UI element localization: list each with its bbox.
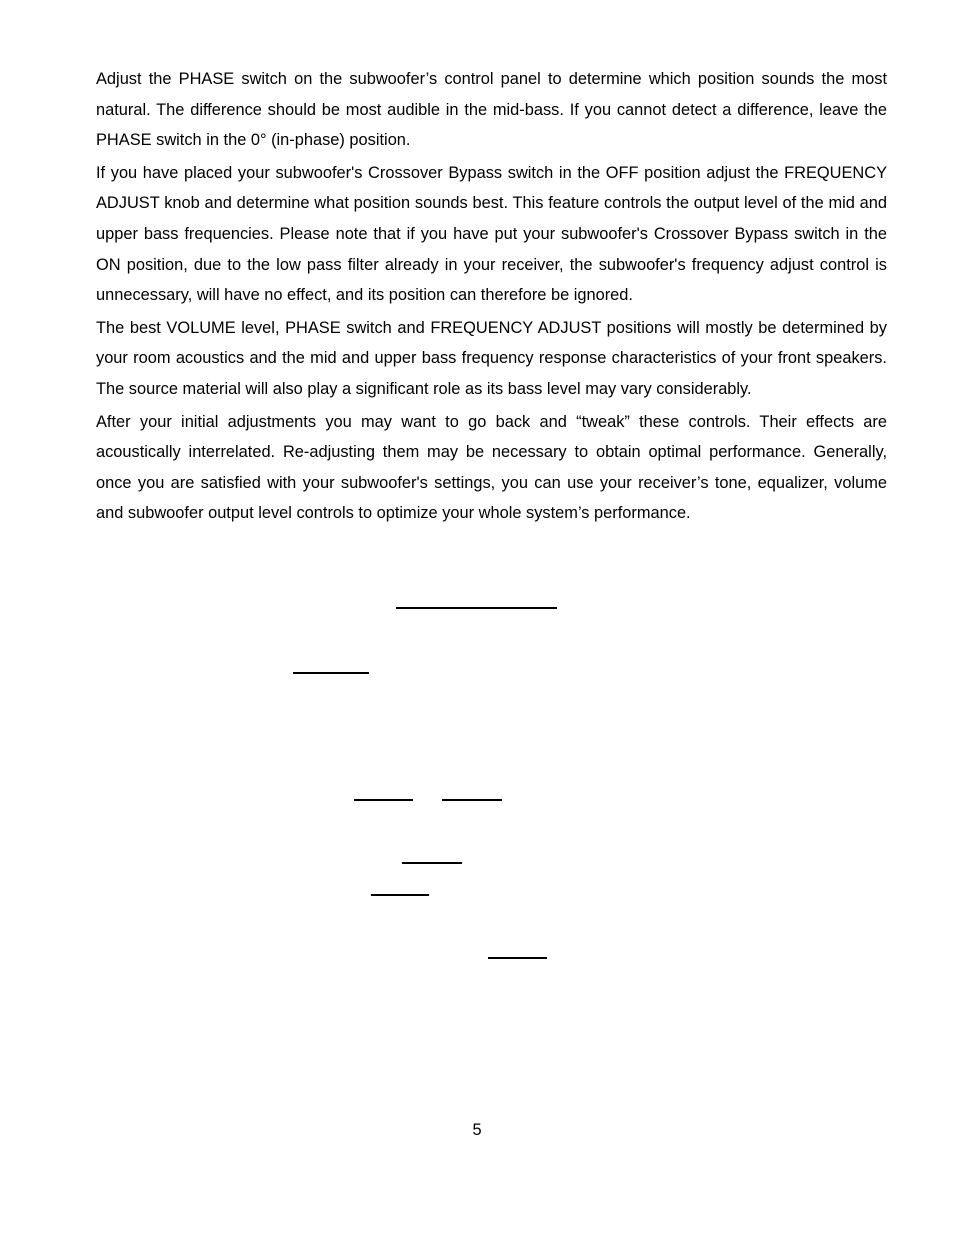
page-body (96, 64, 887, 531)
paragraph-phase-switch: Adjust the PHASE switch on the subwoofer’s control panel to determine which position sounds the most natural. The difference should be most audible in the mid-bass. If you cannot detect a difference, leave the PHASE switch in the 0° (in-phase) position. (96, 70, 887, 150)
paragraph-frequency-adjust: If you have placed your subwoofer's Crossover Bypass switch in the OFF position adjust the FREQUENCY ADJUST knob and determine what position sounds best. This feature controls the output level of the mid and upper bass frequencies. Please note that if you have put your subwoofer's Crossover Bypass switch in the ON position, due to the low pass filter already in your receiver, the subwoofer's frequency adjust control is unnecessary, will have no effect, and its position can therefore be ignored. (96, 163, 887, 305)
paragraph-best-settings: The best VOLUME level, PHASE switch and FREQUENCY ADJUST positions will mostly be determined by your room acoustics and the mid and upper bass frequency response characteristics of your front speakers. The source material will also play a significant role as its bass level may vary considerably. (96, 318, 887, 398)
page-number: 5 (472, 1121, 482, 1139)
underline-rule (442, 799, 502, 801)
paragraph-tweak-controls: After your initial adjustments you may want to go back and “tweak” these controls. Their effects are acoustically interrelated. Re-adjusting them may be necessary to obtain optimal performance. Generally, once you are satisfied with your subwoofer's settings, you can use your receiver’s tone, equalizer, volume and subwoofer output level controls to optimize your whole system’s performance. (96, 412, 887, 523)
underline-rule (396, 607, 557, 609)
underline-rule (371, 894, 429, 896)
underline-rule (354, 799, 413, 801)
underline-rule (488, 957, 547, 959)
underline-rule (402, 862, 462, 864)
underline-rule (293, 672, 369, 674)
